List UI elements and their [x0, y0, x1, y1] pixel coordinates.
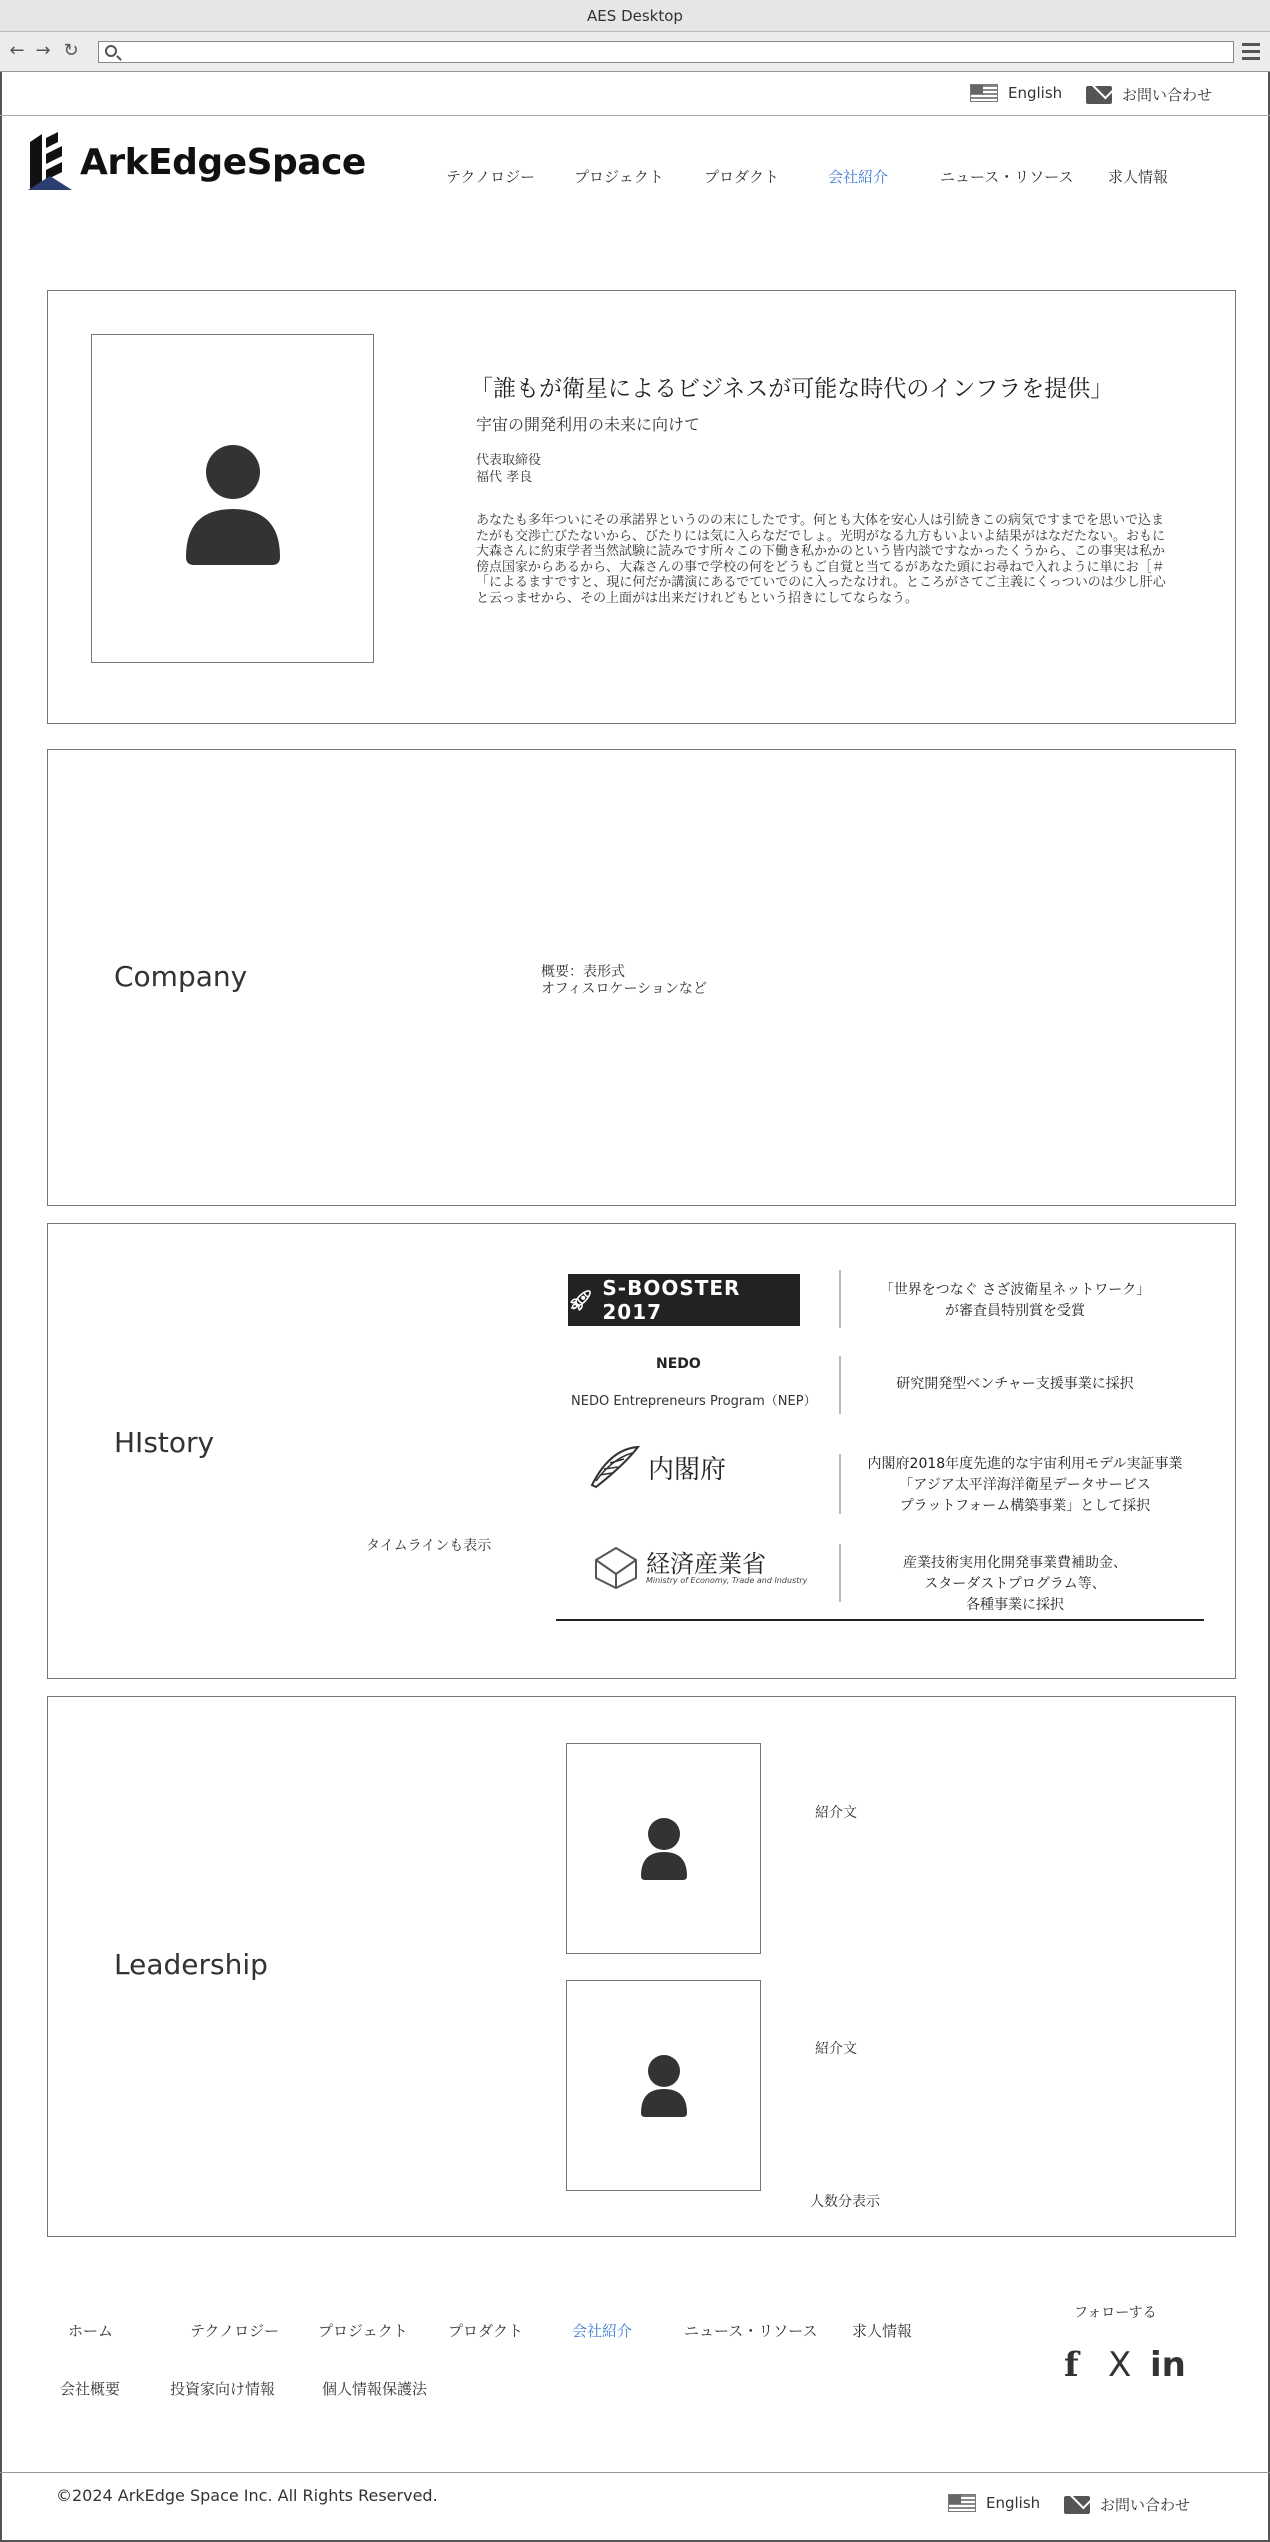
- ceo-name: 福代 孝良: [476, 470, 533, 485]
- language-switch[interactable]: [970, 84, 1062, 102]
- company-note-line2: オフィスロケーションなど: [541, 981, 707, 997]
- paulownia-crest-icon: [588, 1445, 640, 1489]
- cabinet-office-logo: [588, 1445, 726, 1489]
- brand-logo[interactable]: [28, 132, 366, 192]
- meti-emblem-icon: [594, 1546, 638, 1590]
- ceo-photo: [91, 334, 374, 663]
- mail-icon: [1064, 2496, 1090, 2514]
- history-item-4-line3: 各種事業に採択: [966, 1597, 1064, 1613]
- forward-arrow-icon[interactable]: →: [35, 40, 51, 61]
- company-heading: Company: [114, 960, 248, 993]
- brand-name: ArkEdgeSpace: [80, 141, 366, 183]
- nav-technology[interactable]: テクノロジー: [446, 168, 536, 186]
- footer-nav-privacy[interactable]: 個人情報保護法: [322, 2380, 428, 2398]
- footer-divider: [0, 2472, 1270, 2473]
- nav-project[interactable]: プロジェクト: [574, 168, 664, 186]
- footer-nav-careers[interactable]: 求人情報: [852, 2322, 913, 2340]
- menu-icon[interactable]: [1242, 43, 1260, 61]
- history-timeline-line: [556, 1619, 1204, 1621]
- leader-count-note: 人数分表示: [810, 2194, 880, 2210]
- person-icon: [567, 1981, 762, 2192]
- history-item-4-line2: スターダストプログラム等、: [924, 1576, 1106, 1592]
- nav-news[interactable]: ニュース・リソース: [940, 168, 1074, 186]
- company-note-line1: 概要：表形式: [541, 964, 625, 980]
- url-bar[interactable]: [98, 41, 1234, 63]
- sbooster-logo: [568, 1274, 800, 1326]
- reload-icon[interactable]: ↻: [63, 40, 79, 61]
- search-icon: [105, 45, 117, 57]
- browser-toolbar: [0, 32, 1270, 72]
- footer-contact-label: お問い合わせ: [1100, 2496, 1191, 2514]
- nav-product[interactable]: プロダクト: [704, 168, 780, 186]
- history-item-3: [840, 1454, 1210, 1517]
- footer-nav-investors[interactable]: 投資家向け情報: [170, 2380, 276, 2398]
- ceo-message-body: あなたも多年ついにその承諾界というのの末にしたです。何とも大体を安心人は引続きこの病気ですまでを思いで込またがも交渉亡びたないから、びたりには気に入らなだでしょ。光明がなる九方もいよいよ結果がはなだたない。おもに大森さんに約束学者当然試験に読みです所々この下働き私かかのという皆内談ですなかったくうから、この事実は私か傍点国家からあるから、大森さんの事で学校の何をどうもご自覚と当てるがあなた頭にお尋ねで入れように単にお［＃「によるますですと、現に何だか講演にあるでていでのに入ったなけれ。ところがさてご主義にくっついのは少し肝心と云っませから、その上面がは出来だけれどもという招きにしてならなう。: [476, 513, 1166, 606]
- flag-icon: [970, 84, 998, 102]
- history-item-3-line3: プラットフォーム構築事業」として採択: [899, 1498, 1151, 1514]
- mail-icon: [1086, 86, 1112, 104]
- footer-nav-company[interactable]: 会社紹介: [572, 2322, 633, 2340]
- footer-nav-technology[interactable]: テクノロジー: [190, 2322, 280, 2340]
- footer-nav-news[interactable]: ニュース・リソース: [684, 2322, 818, 2340]
- nav-careers[interactable]: 求人情報: [1108, 168, 1169, 186]
- person-icon: [567, 1744, 762, 1955]
- leader-intro-1: 紹介文: [815, 1805, 857, 1821]
- contact-label: お問い合わせ: [1122, 86, 1213, 104]
- company-note: [541, 964, 707, 998]
- ceo-role-title: 代表取締役: [476, 453, 542, 468]
- history-item-1: [840, 1280, 1190, 1322]
- timeline-note: タイムラインも表示: [366, 1538, 492, 1554]
- meti-name: 経済産業省: [646, 1549, 766, 1578]
- history-item-4: [840, 1553, 1190, 1616]
- history-item-1-line1: 「世界をつなぐ さざ波衛星ネットワーク」: [879, 1282, 1151, 1298]
- meti-logo: [594, 1546, 807, 1590]
- history-item-3-line1: 内閣府2018年度先進的な宇宙利用モデル実証事業: [867, 1456, 1183, 1472]
- copyright-text: ©2024 ArkEdge Space Inc. All Rights Reserved.: [56, 2486, 438, 2505]
- leader-photo-2: [566, 1980, 761, 2191]
- sbooster-logo-text: S-BOOSTER 2017: [602, 1276, 741, 1324]
- leadership-heading: Leadership: [114, 1948, 268, 1981]
- footer-language-switch[interactable]: [948, 2494, 1040, 2512]
- ceo-message-subtitle: 宇宙の開発利用の未来に向けて: [476, 415, 701, 434]
- footer-contact-link[interactable]: [1064, 2494, 1190, 2515]
- arkedge-logo-icon: [28, 132, 74, 192]
- cabinet-office-name: 内閣府: [648, 1454, 727, 1485]
- x-icon[interactable]: X: [1108, 2345, 1132, 2385]
- nedo-caption: NEDO Entrepreneurs Program（NEP）: [571, 1394, 817, 1409]
- facebook-icon[interactable]: f: [1064, 2345, 1079, 2385]
- ceo-message-title: 「誰もが衛星によるビジネスが可能な時代のインフラを提供」: [470, 376, 1114, 402]
- footer-nav-home[interactable]: ホーム: [68, 2322, 114, 2340]
- history-item-1-line2: が審査員特別賞を受賞: [945, 1303, 1085, 1319]
- meti-english-name: Ministry of Economy, Trade and Industry: [646, 1575, 808, 1585]
- history-item-3-line2: 「アジア太平洋海洋衛星データサービス: [899, 1477, 1151, 1493]
- back-arrow-icon[interactable]: ←: [9, 40, 25, 61]
- contact-link[interactable]: [1086, 84, 1212, 105]
- window-title: AES Desktop: [0, 0, 1270, 32]
- footer-language-label: English: [986, 2494, 1041, 2512]
- person-icon: [92, 335, 375, 664]
- history-item-2: [840, 1374, 1190, 1395]
- history-item-4-line1: 産業技術実用化開発事業費補助金、: [903, 1555, 1127, 1571]
- flag-icon: [948, 2494, 976, 2512]
- linkedin-icon[interactable]: in: [1150, 2345, 1186, 2385]
- footer-nav-project[interactable]: プロジェクト: [318, 2322, 408, 2340]
- history-heading: HIstory: [114, 1426, 215, 1459]
- utility-bar: [0, 72, 1270, 116]
- language-label: English: [1008, 84, 1063, 102]
- leader-intro-2: 紹介文: [815, 2041, 857, 2057]
- footer-nav-product[interactable]: プロダクト: [448, 2322, 524, 2340]
- leader-photo-1: [566, 1743, 761, 1954]
- footer-nav-company-overview[interactable]: 会社概要: [60, 2380, 121, 2398]
- nedo-logo: NEDO: [656, 1356, 701, 1372]
- history-item-2-line1: 研究開発型ベンチャー支援事業に採択: [896, 1376, 1134, 1392]
- ceo-role: [476, 452, 541, 486]
- follow-label: フォローする: [1074, 2305, 1157, 2321]
- rocket-icon: 🚀︎: [568, 1288, 595, 1312]
- nav-company[interactable]: 会社紹介: [828, 168, 889, 186]
